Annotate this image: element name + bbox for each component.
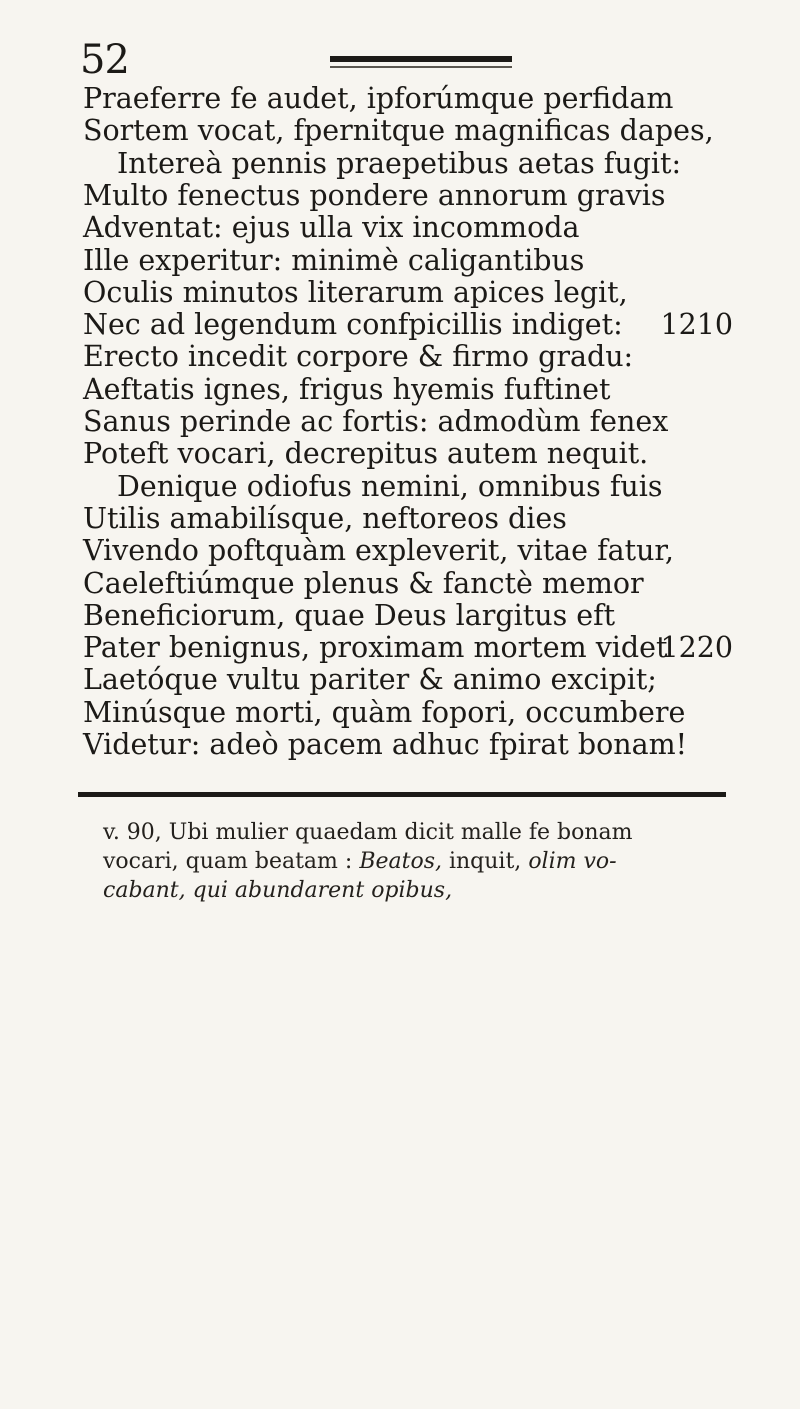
verse-text: Praeferre fe audet, ipforúmque perfidam [83, 82, 674, 115]
footnote-divider [78, 792, 726, 797]
footnote-line: cabant, qui abundarent opibus, [103, 878, 453, 903]
line-number: 1220 [660, 631, 733, 665]
verse-text: Beneficiorum, quae Deus largitus eft [83, 598, 616, 632]
verse-text: Ille experitur: minimè caligantibus [83, 243, 585, 277]
verse-text: Nec ad legendum confpicillis indiget: [83, 308, 623, 342]
footnote [103, 818, 743, 905]
verse-text: Erecto incedit corpore & firmo gradu: [83, 340, 634, 374]
verse-text: Denique odiofus nemini, omnibus fuis [117, 469, 663, 503]
verse-text: Videtur: adeò pacem adhuc fpirat bonam! [83, 728, 688, 761]
verse-block [83, 80, 733, 770]
page-number: 52 [80, 37, 129, 83]
header-rule-thin [330, 66, 512, 68]
verse-text: Pater benignus, proximam mortem videt [83, 631, 668, 665]
verse-text: Laetóque vultu pariter & animo excipit; [83, 663, 657, 697]
verse-line [83, 726, 733, 764]
header-rule [330, 56, 512, 62]
footnote-quote: Beatos, [359, 849, 442, 874]
verse-text: Minúsque morti, quàm fopori, occumbere [83, 695, 686, 729]
footnote-line [103, 847, 743, 876]
footnote-line: v. 90, Ubi mulier quaedam dicit malle fe bonam [103, 820, 633, 845]
verse-text: Multo fenectus pondere annorum gravis [83, 178, 666, 212]
verse-text: Sanus perinde ac fortis: admodùm fenex [83, 405, 669, 438]
verse-text: Sortem vocat, fpernitque magnificas dapes, [83, 114, 714, 148]
footnote-text: inquit, [441, 849, 529, 874]
footnote-quote: olim vo- [528, 849, 617, 874]
verse-text: Utilis amabilísque, neftoreos dies [83, 501, 567, 535]
verse-text: Caeleftiúmque plenus & fanctè memor [83, 566, 644, 600]
verse-text: Poteft vocari, decrepitus autem nequit. [83, 437, 649, 471]
verse-text: Oculis minutos literarum apices legit, [83, 275, 628, 309]
verse-text: Vivendo poftquàm expleverit, vitae fatur, [83, 534, 674, 568]
verse-text: Intereà pennis praepetibus aetas fugit: [117, 146, 682, 180]
verse-text: Aeftatis ignes, frigus hyemis fuftinet [83, 372, 611, 406]
footnote-text: vocari, quam beatam : [103, 849, 360, 874]
line-number: 1210 [660, 308, 733, 342]
verse-text: Adventat: ejus ulla vix incommoda [83, 211, 580, 245]
